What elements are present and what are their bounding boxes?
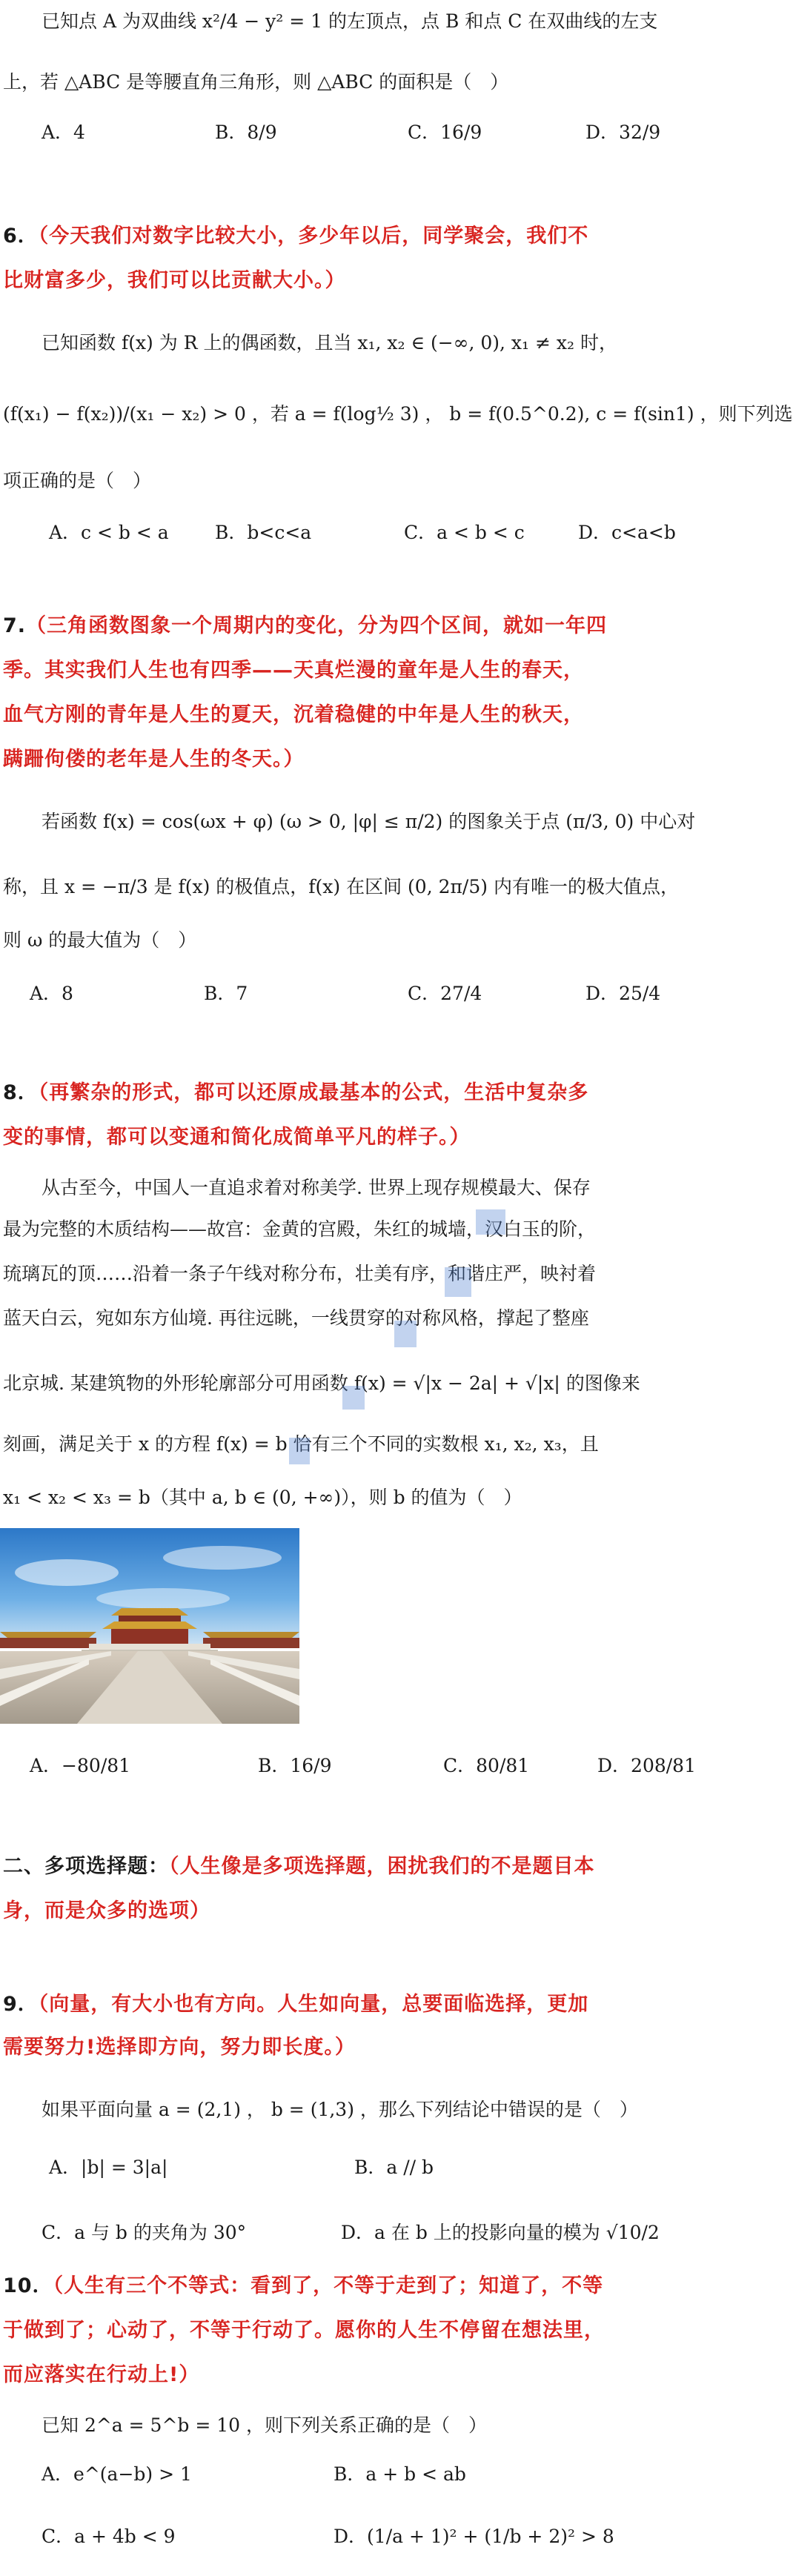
- q8-option-c: C．80/81: [443, 1755, 530, 1776]
- q10-option-c: C．a + 4b < 9: [42, 2526, 176, 2547]
- q7-motto-line3: 血气方刚的青年是人生的夏天，沉着稳健的中年是人生的秋天，: [3, 703, 584, 726]
- q6-option-d: D．c<a<b: [578, 522, 676, 543]
- forbidden-city-photo: [0, 1528, 299, 1724]
- q5-option-d: D．32/9: [585, 122, 661, 143]
- q9-option-b: B．a // b: [354, 2157, 434, 2178]
- q8-number: 8．: [3, 1081, 39, 1104]
- q6-option-b: B．b<c<a: [215, 522, 312, 543]
- q6-stem-line2: (f(x₁) − f(x₂))/(x₁ − x₂) > 0 ，若 a = f(log½ 3) ， b = f(0.5^0.2), c = f(sin1) ，则下列选: [3, 403, 793, 425]
- q8-stem-line7: x₁ < x₂ < x₃ = b（其中 a, b ∈ (0, +∞)），则 b 的值为（ ）: [3, 1487, 522, 1508]
- q8-stem-line2: 最为完整的木质结构——故宫：金黄的宫殿，朱红的城墙，汉白玉的阶，: [3, 1218, 597, 1240]
- q6-number: 6．: [3, 225, 39, 248]
- q9-option-a: A．|b| = 3|a|: [49, 2157, 168, 2178]
- q9-option-d: D．a 在 b 上的投影向量的模为 √10/2: [341, 2222, 660, 2243]
- q10-option-b: B．a + b < ab: [334, 2463, 466, 2485]
- q5-option-b: B．8/9: [215, 122, 277, 143]
- q5-option-c: C．16/9: [408, 122, 482, 143]
- q7-option-c: C．27/4: [408, 983, 482, 1004]
- q6-stem-line3: 项正确的是（ ）: [3, 470, 152, 491]
- section2-title-line1: [3, 1853, 673, 1881]
- q6-option-a: A．c < b < a: [49, 522, 169, 543]
- q7-stem-line1: 若函数 f(x) = cos(ωx + φ) (ω > 0, |φ| ≤ π/2) 的图象关于点 (π/3, 0) 中心对: [42, 811, 696, 832]
- q9-motto-line2: 需要努力!选择即方向，努力即长度。）: [3, 2036, 356, 2059]
- watermark-mark: [342, 1386, 365, 1410]
- q7-motto-line2: 季。其实我们人生也有四季——天真烂漫的童年是人生的春天，: [3, 659, 584, 682]
- q8-motto-line2: 变的事情，都可以变通和简化成简单平凡的样子。）: [3, 1126, 471, 1149]
- q8-option-b: B．16/9: [258, 1755, 332, 1776]
- q9-number: 9．: [3, 1993, 39, 2016]
- q10-option-d: D．(1/a + 1)² + (1/b + 2)² > 8: [334, 2526, 614, 2547]
- q6-motto-line2: 比财富多少，我们可以比贡献大小。）: [3, 269, 346, 292]
- q7-motto-line4: 蹒跚佝偻的老年是人生的冬天。）: [3, 748, 305, 771]
- q7-stem-line3: 则 ω 的最大值为（ ）: [3, 929, 197, 951]
- q5-stem-line2: 上，若 △ABC 是等腰直角三角形，则 △ABC 的面积是（ ）: [3, 71, 509, 93]
- section2-title: 二、多项选择题：: [3, 1855, 169, 1878]
- q8-stem-line6: 刻画，满足关于 x 的方程 f(x) = b 恰有三个不同的实数根 x₁, x₂, x₃，且: [3, 1433, 599, 1455]
- q10-number: 10．: [3, 2274, 53, 2297]
- watermark-mark: [476, 1209, 505, 1235]
- q10-motto-line1: [3, 2272, 673, 2300]
- q8-stem-line1: 从古至今，中国人一直追求着对称美学. 世界上现存规模最大、保存: [42, 1177, 591, 1198]
- forbidden-city-illustration: [0, 1528, 299, 1724]
- watermark-mark: [289, 1438, 310, 1464]
- q9-motto-line1: [3, 1991, 673, 2019]
- q9-stem-line1: 如果平面向量 a = (2,1) ， b = (1,3) ，那么下列结论中错误的是（ ）: [42, 2099, 638, 2120]
- q7-motto-line1: [3, 612, 673, 640]
- q7-option-d: D．25/4: [585, 983, 661, 1004]
- q7-number: 7.: [3, 614, 27, 637]
- q9-motto-text1: （向量，有大小也有方向。人生如向量，总要面临选择，更加: [38, 1993, 589, 2016]
- q6-motto-line1: [3, 222, 673, 250]
- q10-stem-line1: 已知 2^a = 5^b = 10 ，则下列关系正确的是（ ）: [42, 2414, 488, 2436]
- q7-motto-text1: （三角函数图象一个周期内的变化，分为四个区间，就如一年四: [26, 614, 608, 637]
- section2-motto-line2: 身，而是众多的选项）: [3, 1899, 210, 1922]
- q10-motto-line2: 于做到了；心动了，不等于行动了。愿你的人生不停留在想法里，: [3, 2319, 605, 2342]
- watermark-mark: [394, 1321, 417, 1347]
- q8-stem-line4: 蓝天白云，宛如东方仙境. 再往远眺，一线贯穿的对称风格，撑起了整座: [3, 1307, 589, 1329]
- q9-option-c: C．a 与 b 的夹角为 30°: [42, 2222, 247, 2243]
- q8-option-d: D．208/81: [597, 1755, 696, 1776]
- q6-option-c: C．a < b < c: [404, 522, 525, 543]
- q10-motto-line3: 而应落实在行动上!）: [3, 2363, 200, 2386]
- q8-stem-line5: 北京城. 某建筑物的外形轮廓部分可用函数 f(x) = √|x − 2a| + √|x| 的图像来: [3, 1372, 640, 1394]
- q8-option-a: A．−80/81: [30, 1755, 131, 1776]
- section2-motto1: （人生像是多项选择题，困扰我们的不是题目本: [169, 1855, 595, 1878]
- q7-option-a: A．8: [30, 983, 73, 1004]
- q5-option-a: A．4: [42, 122, 85, 143]
- q10-option-a: A．e^(a−b) > 1: [42, 2463, 192, 2485]
- q8-motto-text1: （再繁杂的形式，都可以还原成最基本的公式，生活中复杂多: [38, 1081, 589, 1104]
- q8-stem-line3: 琉璃瓦的顶……沿着一条子午线对称分布，壮美有序，和谐庄严，映衬着: [3, 1263, 597, 1284]
- q6-stem-line1: 已知函数 f(x) 为 R 上的偶函数，且当 x₁, x₂ ∈ (−∞, 0), x₁ ≠ x₂ 时，: [42, 332, 617, 353]
- q8-motto-line1: [3, 1079, 673, 1107]
- q7-option-b: B．7: [204, 983, 248, 1004]
- watermark-mark: [445, 1267, 471, 1297]
- q7-stem-line2: 称，且 x = −π/3 是 f(x) 的极值点，f(x) 在区间 (0, 2π/5) 内有唯一的极大值点，: [3, 876, 679, 897]
- q10-motto-text1: （人生有三个不等式：看到了，不等于走到了；知道了，不等: [53, 2274, 604, 2297]
- q5-stem-line1: 已知点 A 为双曲线 x²/4 − y² = 1 的左顶点，点 B 和点 C 在双曲线的左支: [42, 10, 658, 32]
- q6-motto-text1: （今天我们对数字比较大小，多少年以后，同学聚会，我们不: [38, 225, 589, 248]
